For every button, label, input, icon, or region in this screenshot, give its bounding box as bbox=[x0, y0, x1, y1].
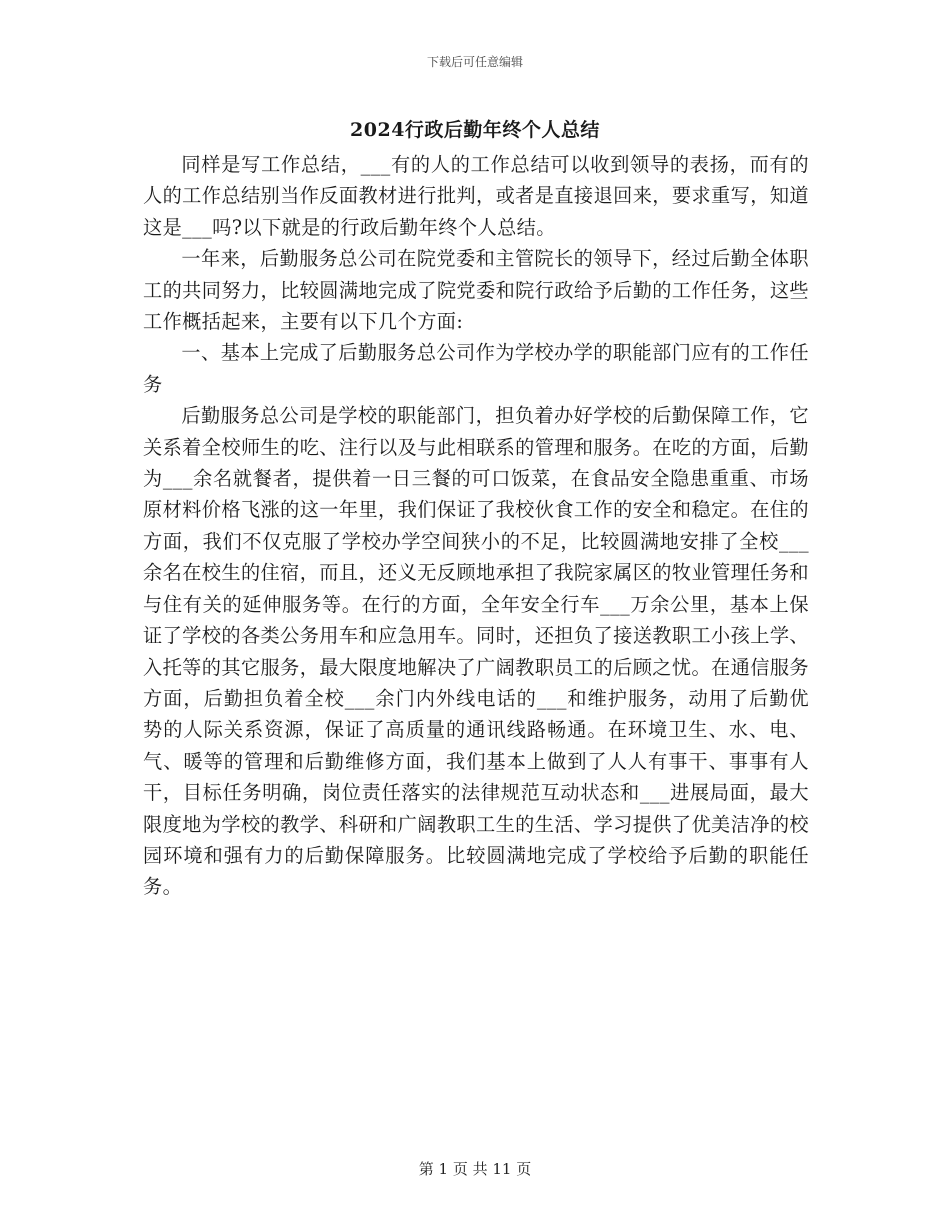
paragraph-services: 后勤服务总公司是学校的职能部门，担负着办好学校的后勤保障工作，它关系着全校师生的吃、注行以及与此相联系的管理和服务。在吃的方面，后勤为___余名就餐者，提供着一日三餐的可口饭菜，在食品安全隐患重重、市场原材料价格飞涨的这一年里，我们保证了我校伙食工作的安全和稳定。在住的方面，我们不仅克服了学校办学空间狭小的不足，比较圆满地安排了全校___余名在校生的住宿，而且，还义无反顾地承担了我院家属区的牧业管理任务和与住有关的延伸服务等。在行的方面，全年安全行车___万余公里，基本上保证了学校的各类公务用车和应急用车。同时，还担负了接送教职工小孩上学、入托等的其它服务，最大限度地解决了广阔教职员工的后顾之忧。在通信服务方面，后勤担负着全校___余门内外线电话的___和维护服务，动用了后勤优势的人际关系资源，保证了高质量的通讯线路畅通。在环境卫生、水、电、气、暖等的管理和后勤维修方面，我们基本上做到了人人有事干、事事有人干，目标任务明确，岗位责任落实的法律规范互动状态和___进展局面，最大限度地为学校的教学、科研和广阔教职工生的生活、学习提供了优美洁净的校园环境和强有力的后勤保障服务。比较圆满地完成了学校给予后勤的职能任务。 bbox=[143, 404, 809, 899]
paragraph-intro: 同样是写工作总结，___有的人的工作总结可以收到领导的表扬，而有的人的工作总结别当作反面教材进行批判，或者是直接退回来，要求重写，知道这是___吗?以下就是的行政后勤年终个人总结。 bbox=[143, 153, 809, 239]
paragraph-overview: 一年来，后勤服务总公司在院党委和主管院长的领导下，经过后勤全体职工的共同努力，比较圆满地完成了院党委和院行政给予后勤的工作任务，这些工作概括起来，主要有以下几个方面: bbox=[143, 247, 809, 334]
section-heading-1: 一、基本上完成了后勤服务总公司作为学校办学的职能部门应有的工作任务 bbox=[143, 341, 809, 396]
page-header-note: 下载后可任意编辑 bbox=[426, 55, 523, 69]
document-title: 2024行政后勤年终个人总结 bbox=[350, 119, 600, 141]
document-body bbox=[143, 149, 809, 903]
page-number: 第 1 页 共 11 页 bbox=[418, 1160, 532, 1178]
